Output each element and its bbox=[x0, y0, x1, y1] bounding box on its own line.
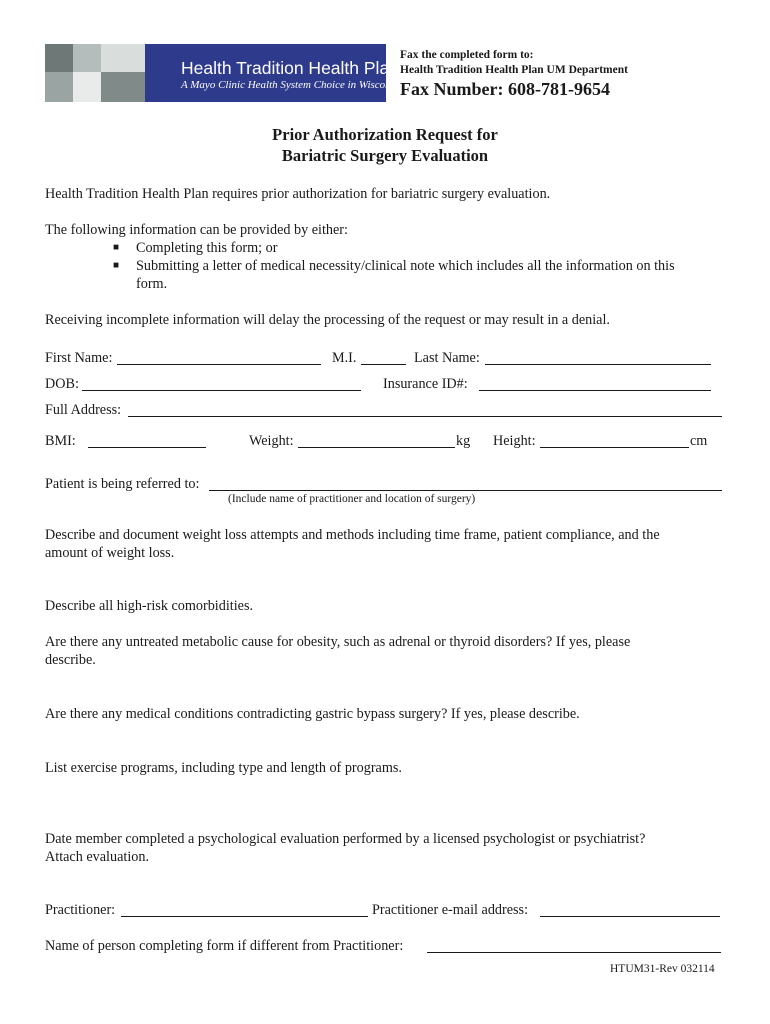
exercise-question: List exercise programs, including type and length of programs. bbox=[45, 760, 402, 776]
mi-field[interactable] bbox=[361, 351, 406, 365]
logo-square-gray bbox=[101, 72, 145, 102]
weight-loss-question-cont: amount of weight loss. bbox=[45, 545, 175, 561]
metabolic-question-cont: describe. bbox=[45, 652, 96, 668]
dob-field[interactable] bbox=[82, 377, 361, 391]
psych-evaluation-question-cont: Attach evaluation. bbox=[45, 849, 150, 865]
completed-by-field[interactable] bbox=[427, 939, 721, 953]
height-label: Height: bbox=[493, 433, 536, 449]
full-address-label: Full Address: bbox=[45, 402, 122, 418]
dob-label: DOB: bbox=[45, 376, 79, 392]
logo-tagline: A Mayo Clinic Health System Choice in Wisconsin bbox=[181, 79, 404, 91]
weight-field[interactable] bbox=[298, 434, 455, 448]
weight-loss-question: Describe and document weight loss attempts and methods including time frame, patient compliance, and the bbox=[45, 527, 660, 543]
bmi-field[interactable] bbox=[88, 434, 206, 448]
requirement-text: Health Tradition Health Plan requires prior authorization for bariatric surgery evaluation. bbox=[45, 186, 551, 202]
last-name-label: Last Name: bbox=[414, 350, 480, 366]
fax-number: Fax Number: 608-781-9654 bbox=[400, 79, 610, 99]
practitioner-email-field[interactable] bbox=[540, 903, 720, 917]
logo-square-mid bbox=[45, 72, 73, 102]
referred-to-label: Patient is being referred to: bbox=[45, 476, 200, 492]
logo-square-white bbox=[73, 72, 101, 102]
full-address-field[interactable] bbox=[128, 403, 722, 417]
fax-instruction: Fax the completed form to: bbox=[400, 49, 534, 61]
form-revision-code: HTUM31-Rev 032114 bbox=[610, 963, 715, 975]
bmi-label: BMI: bbox=[45, 433, 76, 449]
bullet-icon: ■ bbox=[113, 242, 120, 253]
health-plan-logo bbox=[45, 44, 404, 102]
logo-square-pale bbox=[101, 44, 145, 72]
first-name-field[interactable] bbox=[117, 351, 321, 365]
contraindications-question: Are there any medical conditions contradicting gastric bypass surgery? If yes, please describe. bbox=[45, 706, 580, 722]
psych-evaluation-question: Date member completed a psychological evaluation performed by a licensed psychologist or psychiatrist? bbox=[45, 831, 646, 847]
height-field[interactable] bbox=[540, 434, 689, 448]
last-name-field[interactable] bbox=[485, 351, 711, 365]
warning-text: Receiving incomplete information will delay the processing of the request or may result in a denial. bbox=[45, 312, 610, 328]
insurance-id-label: Insurance ID#: bbox=[383, 376, 468, 392]
weight-label: Weight: bbox=[249, 433, 294, 449]
practitioner-email-label: Practitioner e-mail address: bbox=[372, 902, 529, 918]
bullet-icon: ■ bbox=[113, 260, 120, 271]
logo-square-light bbox=[73, 44, 101, 72]
referred-to-note: (Include name of practitioner and location of surgery) bbox=[228, 493, 476, 505]
logo-name: Health Tradition Health Plan bbox=[181, 58, 399, 78]
metabolic-question: Are there any untreated metabolic cause for obesity, such as adrenal or thyroid disorders? If yes, please bbox=[45, 634, 631, 650]
comorbidities-question: Describe all high-risk comorbidities. bbox=[45, 598, 254, 614]
form-title-line1: Prior Authorization Request for bbox=[272, 125, 498, 144]
weight-unit: kg bbox=[456, 433, 471, 449]
bullet-option-form: Completing this form; or bbox=[136, 240, 278, 256]
form-title-line2: Bariatric Surgery Evaluation bbox=[281, 146, 489, 165]
height-unit: cm bbox=[690, 433, 708, 449]
mi-label: M.I. bbox=[332, 350, 357, 366]
first-name-label: First Name: bbox=[45, 350, 113, 366]
completed-by-label: Name of person completing form if different from Practitioner: bbox=[45, 938, 404, 954]
logo-square-dark bbox=[45, 44, 73, 72]
fax-department: Health Tradition Health Plan UM Department bbox=[400, 64, 628, 76]
referred-to-field[interactable] bbox=[209, 477, 722, 491]
insurance-id-field[interactable] bbox=[479, 377, 711, 391]
practitioner-field[interactable] bbox=[121, 903, 368, 917]
options-lead-text: The following information can be provided by either: bbox=[45, 222, 348, 238]
bullet-option-letter: Submitting a letter of medical necessity/clinical note which includes all the information on this bbox=[136, 258, 675, 274]
bullet-option-letter-cont: form. bbox=[136, 276, 168, 292]
practitioner-label: Practitioner: bbox=[45, 902, 116, 918]
